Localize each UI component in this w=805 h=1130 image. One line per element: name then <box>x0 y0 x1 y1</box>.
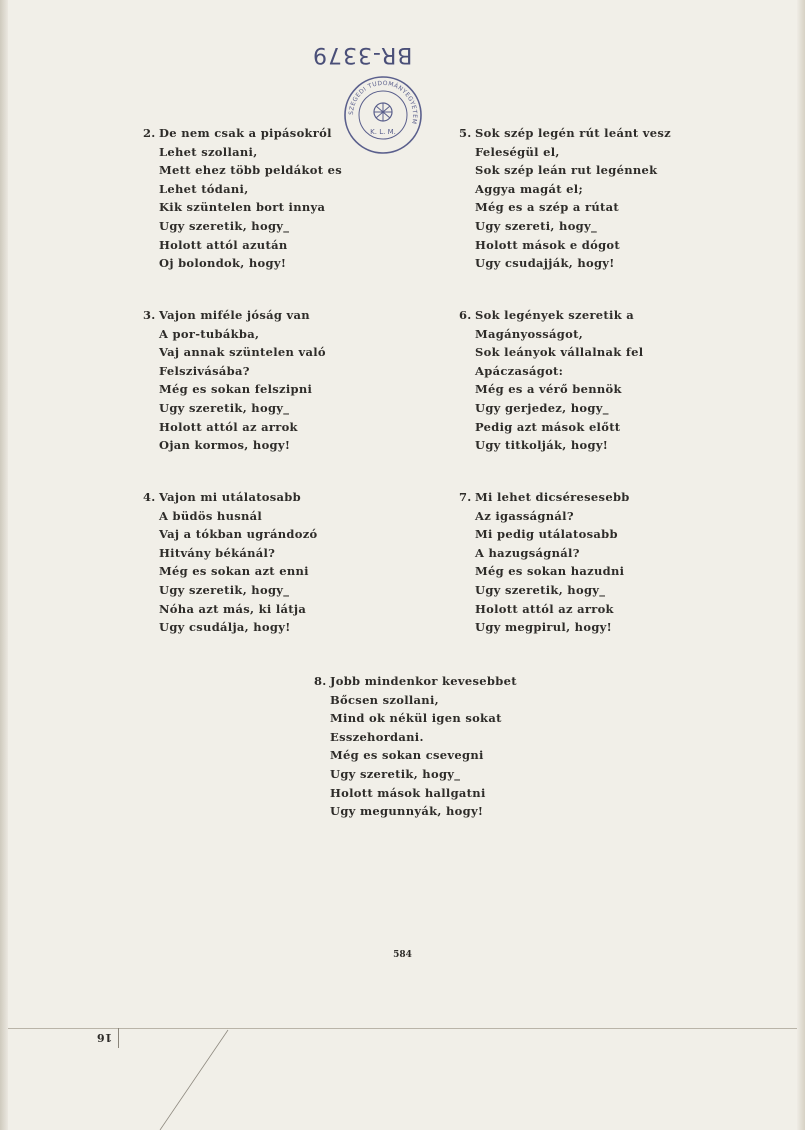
verse-line: A büdös husnál <box>159 508 263 523</box>
verse-line: Holott attól azután <box>159 237 288 252</box>
verse-line: Lehet tódani, <box>159 181 249 196</box>
verse-line: Mi lehet dicséresesebb <box>475 490 630 504</box>
stanza-number: 6. <box>459 308 472 322</box>
verse-line: Ugy szereti, hogy_ <box>475 218 598 233</box>
page-number: 584 <box>393 950 412 960</box>
stanza-3 <box>143 306 326 455</box>
verse-line: Az igasságnál? <box>475 508 574 523</box>
verse-line: Sok leányok vállalnak fel <box>475 345 644 360</box>
verse-line: Mi pedig utálatosabb <box>475 527 618 542</box>
verse-line: Vaj a tókban ugrándozó <box>159 527 318 542</box>
stanza-number: 2. <box>143 126 156 140</box>
library-stamp-icon <box>340 72 426 158</box>
verse-line: A por-tubákba, <box>159 326 260 341</box>
verse-line: Még es sokan hazudni <box>475 564 625 579</box>
verse-line: Még es a szép a rútat <box>475 200 619 215</box>
stanza-6 <box>459 306 644 455</box>
verse-line: Bőcsen szollani, <box>330 692 439 707</box>
verse-line: Hitvány békánál? <box>159 545 276 560</box>
edge-mark <box>800 1040 801 1100</box>
verse-line: Sok szép legén rút leánt vesz <box>475 126 671 140</box>
stanza-5 <box>459 124 671 273</box>
verse-line: Ojan kormos, hogy! <box>159 438 291 453</box>
verse-line: Holott attól az arrok <box>159 419 298 434</box>
verse-line: Apáczaságot: <box>475 363 564 378</box>
stanza-number: 5. <box>459 126 472 140</box>
verse-line: Mind ok nékül igen sokat <box>330 711 502 726</box>
verse-line: Ugy szeretik, hogy_ <box>159 218 290 233</box>
stamp-bottom-text: K. L. M. <box>370 128 396 136</box>
verse-line: Ugy megunnyák, hogy! <box>330 804 484 819</box>
verse-line: Oj bolondok, hogy! <box>159 256 287 271</box>
verse-line: Kik szüntelen bort innya <box>159 200 326 215</box>
verse-line: Ugy gerjedez, hogy_ <box>475 400 609 415</box>
verse-line: Még es a vérő bennök <box>475 382 622 397</box>
fold-line <box>8 1028 797 1029</box>
stanza-number: 3. <box>143 308 156 322</box>
verse-line: Holott attól az arrok <box>475 601 614 616</box>
verse-line: Sok legények szeretik a <box>475 308 635 322</box>
stanza-2 <box>143 124 343 273</box>
verse-line: Aggya magát el; <box>475 181 583 196</box>
verse-line: Jobb mindenkor kevesebbet <box>330 674 517 688</box>
stanza-4 <box>143 488 318 637</box>
verse-line: Felszivásába? <box>159 363 250 378</box>
verse-line: Ugy titkolják, hogy! <box>475 438 609 453</box>
handwritten-catalog-note: BR-3379 <box>312 42 413 67</box>
verse-line: Ugy szeretik, hogy_ <box>159 582 290 597</box>
verse-line: Ugy szeretik, hogy_ <box>330 766 461 781</box>
verse-line: Ugy csudajják, hogy! <box>475 256 615 271</box>
verse-line: Vajon miféle jóság van <box>159 308 310 322</box>
verse-line: Ugy szeretik, hogy_ <box>159 400 290 415</box>
stanza-number: 8. <box>314 674 327 688</box>
verse-line: Lehet szollani, <box>159 144 258 159</box>
verse-line: A hazugságnál? <box>475 545 580 560</box>
verse-line: Vaj annak szüntelen való <box>159 345 326 360</box>
verse-line: Magányosságot, <box>475 326 584 341</box>
verse-line: Vajon mi utálatosabb <box>159 490 301 504</box>
verse-line: Esszehordani. <box>330 729 424 744</box>
verse-line: Sok szép leán rut legénnek <box>475 163 658 178</box>
corner-rule <box>118 1028 119 1048</box>
verse-line: Feleségül el, <box>475 144 560 159</box>
verse-line: Még es sokan felszipni <box>159 382 313 397</box>
verse-line: Mett ehez több peldákot es <box>159 163 343 178</box>
stanza-8 <box>314 672 517 821</box>
corner-number: 16 <box>97 1031 113 1044</box>
stamp-ring-text: SZEGEDI TUDOMÁNYEGYETEM <box>347 79 419 126</box>
verse-line: Ugy szeretik, hogy_ <box>475 582 606 597</box>
verse-line: Ugy megpirul, hogy! <box>475 620 612 635</box>
verse-line: Nóha azt más, ki látja <box>159 601 307 616</box>
verse-line: Ugy csudálja, hogy! <box>159 620 291 635</box>
verse-line: Pedig azt mások előtt <box>475 419 621 434</box>
verse-line: Még es sokan azt enni <box>159 564 309 579</box>
verse-line: Holott mások e dógot <box>475 237 620 252</box>
verse-line: Még es sokan csevegni <box>330 748 484 763</box>
stanza-number: 4. <box>143 490 156 504</box>
stanza-7 <box>459 488 630 637</box>
verse-line: Holott mások hallgatni <box>330 785 486 800</box>
verse-line: De nem csak a pipásokról <box>159 126 332 140</box>
stanza-number: 7. <box>459 490 472 504</box>
